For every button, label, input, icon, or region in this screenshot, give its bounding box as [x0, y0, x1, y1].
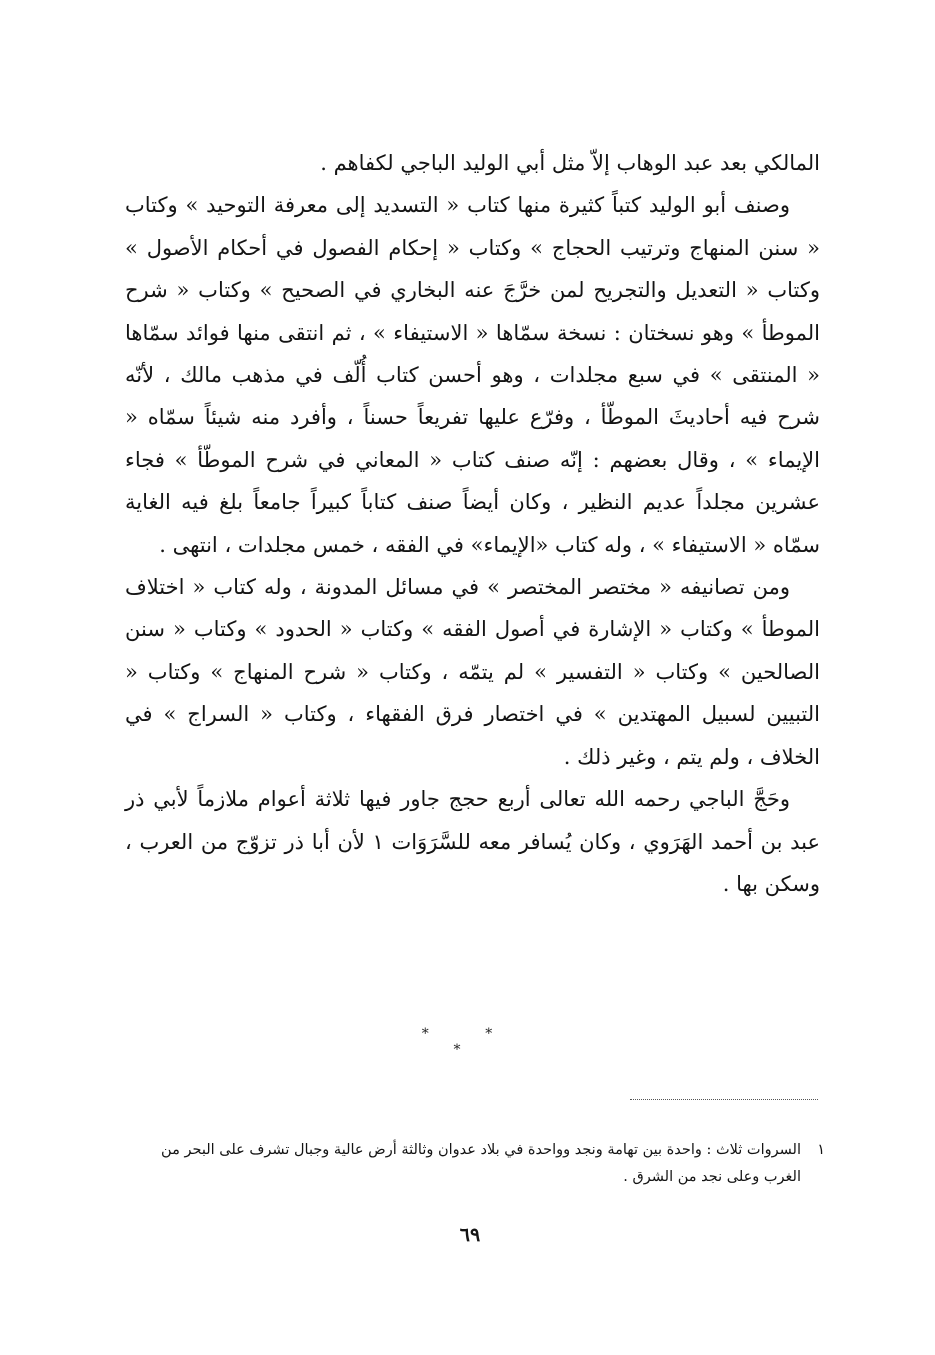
paragraph-pilgrimage: وحَجَّ الباجي رحمه الله تعالى أربع حجج جاور فيها ثلاثة أعوام ملازماً لأبي ذر عبد بن أحمد الهَرَوي ، وكان يُسافر معه للسَّرَوَات ١ لأن أبا ذر تزوّج من العرب ، وسكن بها . — [125, 787, 820, 896]
footnote-separator — [630, 1099, 818, 1100]
footnote — [125, 1137, 825, 1191]
section-ornament: * * * — [421, 1026, 519, 1058]
main-text-block — [125, 142, 820, 905]
page-number: ٦٩ — [459, 1224, 481, 1246]
footnote-number: ١ — [817, 1142, 825, 1158]
paragraph-works: وصنف أبو الوليد كتباً كثيرة منها كتاب « التسديد إلى معرفة التوحيد » وكتاب « سنن المنهاج وترتيب الحجاج » وكتاب « إحكام الفصول في أحكام الأصول » وكتاب « التعديل والتجريح لمن خرَّجَ عنه البخاري في الصحيح » وكتاب « شرح الموطأ » وهو نسختان : نسخة سمّاها « الاستيفاء » ، ثم انتقى منها فوائد سمّاها « المنتقى » في سبع مجلدات ، وهو أحسن كتاب أُلّف في مذهب مالك ، لأنّه شرح فيه أحاديثَ الموطّأ ، وفرّع عليها تفريعاً حسناً ، وأفرد منه شيئاً سمّاه « الإيماء » ، وقال بعضهم : إنّه صنف كتاب « المعاني في شرح الموطّأ » فجاء عشرين مجلداً عديم النظير ، وكان أيضاً صنف كتاباً كبيراً جامعاً بلغ فيه الغاية سمّاه « الاستيفاء » ، وله كتاب «الإيماء» في الفقه ، خمس مجلدات ، انتهى . — [125, 193, 820, 557]
paragraph-compilations: ومن تصانيفه « مختصر المختصر » في مسائل المدونة ، وله كتاب « اختلاف الموطأ » وكتاب « الإشارة في أصول الفقه » وكتاب « الحدود » وكتاب « سنن الصالحين » وكتاب « التفسير » لم يتمّه ، وكتاب « شرح المنهاج » وكتاب « التبيين لسبيل المهتدين » في اختصار فرق الفقهاء ، وكتاب « السراج » في الخلاف ، ولم يتم ، وغير ذلك . — [125, 575, 820, 769]
footnote-text: السروات ثلاث : واحدة بين تهامة ونجد وواحدة في بلاد عدوان وثالثة أرض عالية وجبال تشرف على البحر من الغرب وعلى نجد من الشرق . — [161, 1142, 801, 1185]
paragraph-continuation: المالكي بعد عبد الوهاب إلاّ مثل أبي الوليد الباجي لكفاهم . — [320, 151, 820, 175]
